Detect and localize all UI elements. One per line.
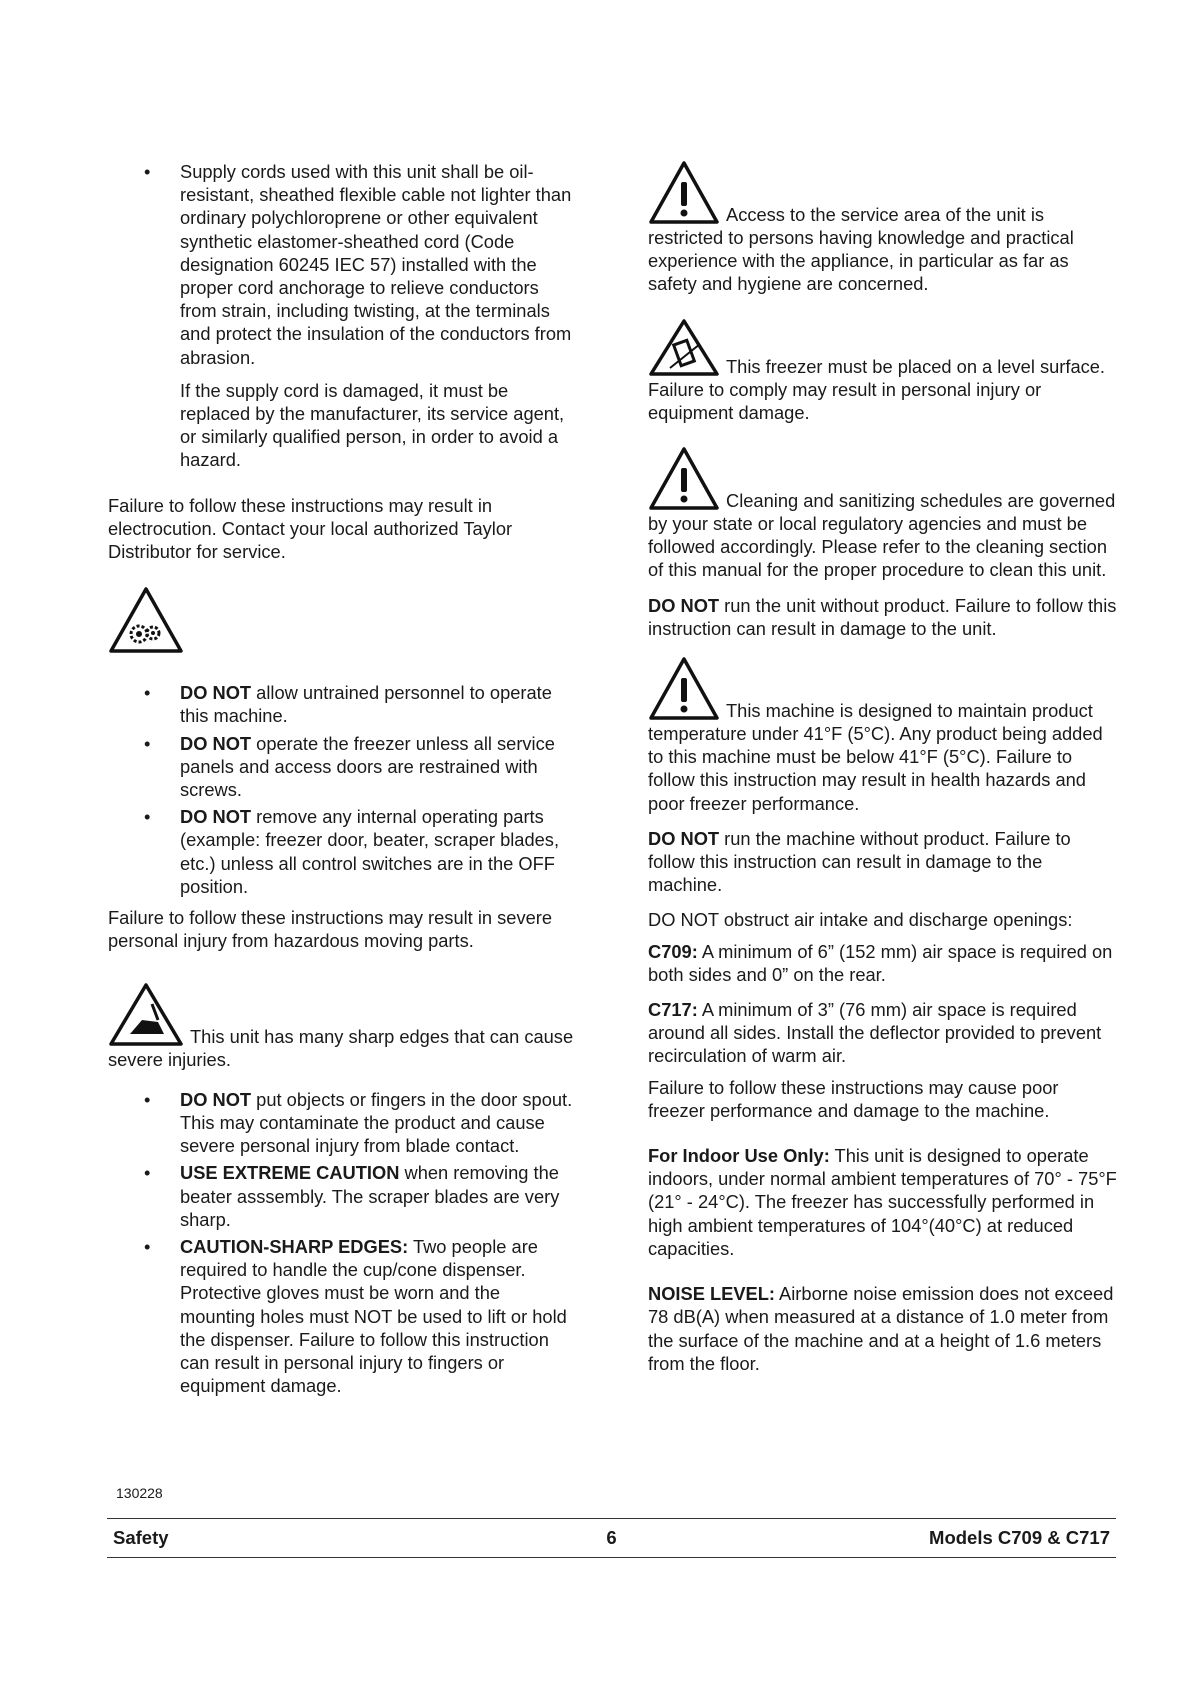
- c709-clearance: [648, 940, 1118, 986]
- c717-clearance: [648, 998, 1118, 1068]
- level-surface-text: This freezer must be placed on a level surface. Failure to comply may result in personal injury or equipment damage.: [648, 355, 1106, 423]
- bullet-text: operate the freezer unless all service panels and access doors are restrained with screws.: [180, 732, 555, 801]
- level-surface-warning: [648, 318, 1118, 424]
- right-column: [648, 160, 1118, 1375]
- sharp-edges-list: [108, 1088, 578, 1398]
- exclamation-warning-icon: [648, 446, 720, 512]
- bold-lead: CAUTION-SHARP EDGES:: [180, 1235, 409, 1257]
- bullet-text: Two people are required to handle the cup/cone dispenser. Protective gloves must be worn and the mounting holes must NOT be used to lift or hold the dispenser. Failure to follow this instruction can result in personal injury to fingers or equipment damage.: [180, 1235, 567, 1397]
- list-item: [108, 732, 578, 802]
- indoor-use-text: This unit is designed to operate indoors, under normal ambient temperatures of 70° - 75°F (21° - 24°C). The freezer has successfully performed in high ambient temperatures of 104°(40°C) at reduced capacities.: [648, 1145, 1117, 1259]
- air-failure-warning: Failure to follow these instructions may cause poor freezer performance and damage to the machine.: [648, 1076, 1059, 1121]
- footer-section: Safety: [113, 1527, 169, 1548]
- bullet-text: when removing the beater asssembly. The scraper blades are very sharp.: [180, 1162, 560, 1230]
- bold-lead: NOISE LEVEL:: [648, 1283, 775, 1305]
- list-item: [108, 1235, 578, 1397]
- access-warning: [648, 160, 1118, 296]
- access-text: Access to the service area of the unit is restricted to persons having knowledge and practical experience with the appliance, in particular as far as safety and hygiene are concerned.: [648, 203, 1074, 295]
- list-item: [108, 1088, 578, 1158]
- list-item: [108, 1161, 578, 1231]
- bold-lead: C717:: [648, 999, 698, 1021]
- supply-cord-list: [108, 160, 578, 472]
- list-item: [108, 681, 578, 727]
- bullet-text: remove any internal operating parts (example: freezer door, beater, scraper blades, etc.) unless all control switches are in the OFF position.: [180, 806, 560, 897]
- no-product-unit-warning: [648, 594, 1118, 640]
- bold-lead: C709:: [648, 940, 698, 962]
- footer-models: Models C709 & C717: [929, 1527, 1110, 1548]
- sharp-edges-text: This unit has many sharp edges that can cause severe injuries.: [108, 1026, 574, 1071]
- list-item: [108, 160, 578, 369]
- obstruct-warning: DO NOT obstruct air intake and discharge openings:: [648, 909, 1073, 931]
- electrocution-warning: Failure to follow these instructions may result in electrocution. Contact your local authorized Taylor Distributor for service.: [108, 494, 513, 563]
- bold-lead: DO NOT: [180, 682, 252, 704]
- no-product-machine-warning: [648, 827, 1118, 897]
- noise-level-notice: [648, 1282, 1118, 1375]
- supply-cord-continuation: If the supply cord is damaged, it must be replaced by the manufacturer, its service agent, or similarly qualified person, in order to avoid a hazard.: [180, 379, 565, 471]
- document-id: 130228: [116, 1485, 163, 1501]
- sharp-edges-warning: [108, 982, 578, 1071]
- supply-cord-text: Supply cords used with this unit shall be oil-resistant, sheathed flexible cable not lighter than ordinary polychloroprene or other equivalent synthetic elastomer-sheathed cord (Code designation 60245 IEC 57) installed with the proper cord anchorage to relieve conductors from strain, including twisting, at the terminals and protect the insulation of the conductors from abrasion.: [180, 161, 572, 368]
- no-product-machine-text: run the machine without product. Failure to follow this instruction can result in damage to the machine.: [648, 827, 1071, 896]
- moving-parts-list: [108, 681, 578, 898]
- c709-text: A minimum of 6” (152 mm) air space is required on both sides and 0” on the rear.: [648, 940, 1113, 985]
- bold-lead: USE EXTREME CAUTION: [180, 1162, 400, 1184]
- bold-lead: DO NOT: [180, 806, 252, 828]
- cleaning-warning: [648, 446, 1118, 582]
- bold-lead: DO NOT: [180, 732, 252, 754]
- exclamation-warning-icon: [648, 656, 720, 722]
- no-product-unit-text: run the unit without product. Failure to follow this instruction can result in damage to the unit.: [648, 594, 1117, 639]
- moving-parts-warning-icon: [108, 585, 578, 655]
- c717-text: A minimum of 3” (76 mm) air space is required around all sides. Install the deflector provided to prevent recirculation of warm air.: [648, 999, 1102, 1067]
- sharp-edges-warning-icon: [108, 982, 184, 1048]
- noise-level-text: Airborne noise emission does not exceed 78 dB(A) when measured at a distance of 1.0 meter from the surface of the machine and at a height of 1.6 meters from the floor.: [648, 1283, 1114, 1374]
- tip-over-warning-icon: [648, 318, 720, 378]
- bold-lead: For Indoor Use Only:: [648, 1145, 830, 1167]
- cleaning-text: Cleaning and sanitizing schedules are governed by your state or local regulatory agencies and must be followed accordingly. Please refer to the cleaning section of this manual for the proper procedure to clean this unit.: [648, 489, 1116, 581]
- left-column: [108, 160, 578, 1401]
- indoor-use-notice: [648, 1144, 1118, 1260]
- moving-parts-failure: Failure to follow these instructions may result in severe personal injury from hazardous moving parts.: [108, 907, 553, 952]
- bullet-text: put objects or fingers in the door spout. This may contaminate the product and cause severe personal injury from blade contact.: [180, 1088, 573, 1157]
- temperature-warning: [648, 656, 1118, 815]
- bullet-text: allow untrained personnel to operate this machine.: [180, 682, 552, 727]
- bold-lead: DO NOT: [648, 827, 720, 849]
- exclamation-warning-icon: [648, 160, 720, 226]
- temperature-text: This machine is designed to maintain product temperature under 41°F (5°C). Any product being added to this machine must be below 41°F (5°C). Failure to follow this instruction may result in health hazards and poor freezer performance.: [648, 699, 1103, 814]
- bold-lead: DO NOT: [648, 594, 720, 616]
- page-footer: [107, 1518, 1116, 1558]
- page-number: 6: [606, 1527, 617, 1548]
- list-item: [108, 805, 578, 898]
- bold-lead: DO NOT: [180, 1088, 252, 1110]
